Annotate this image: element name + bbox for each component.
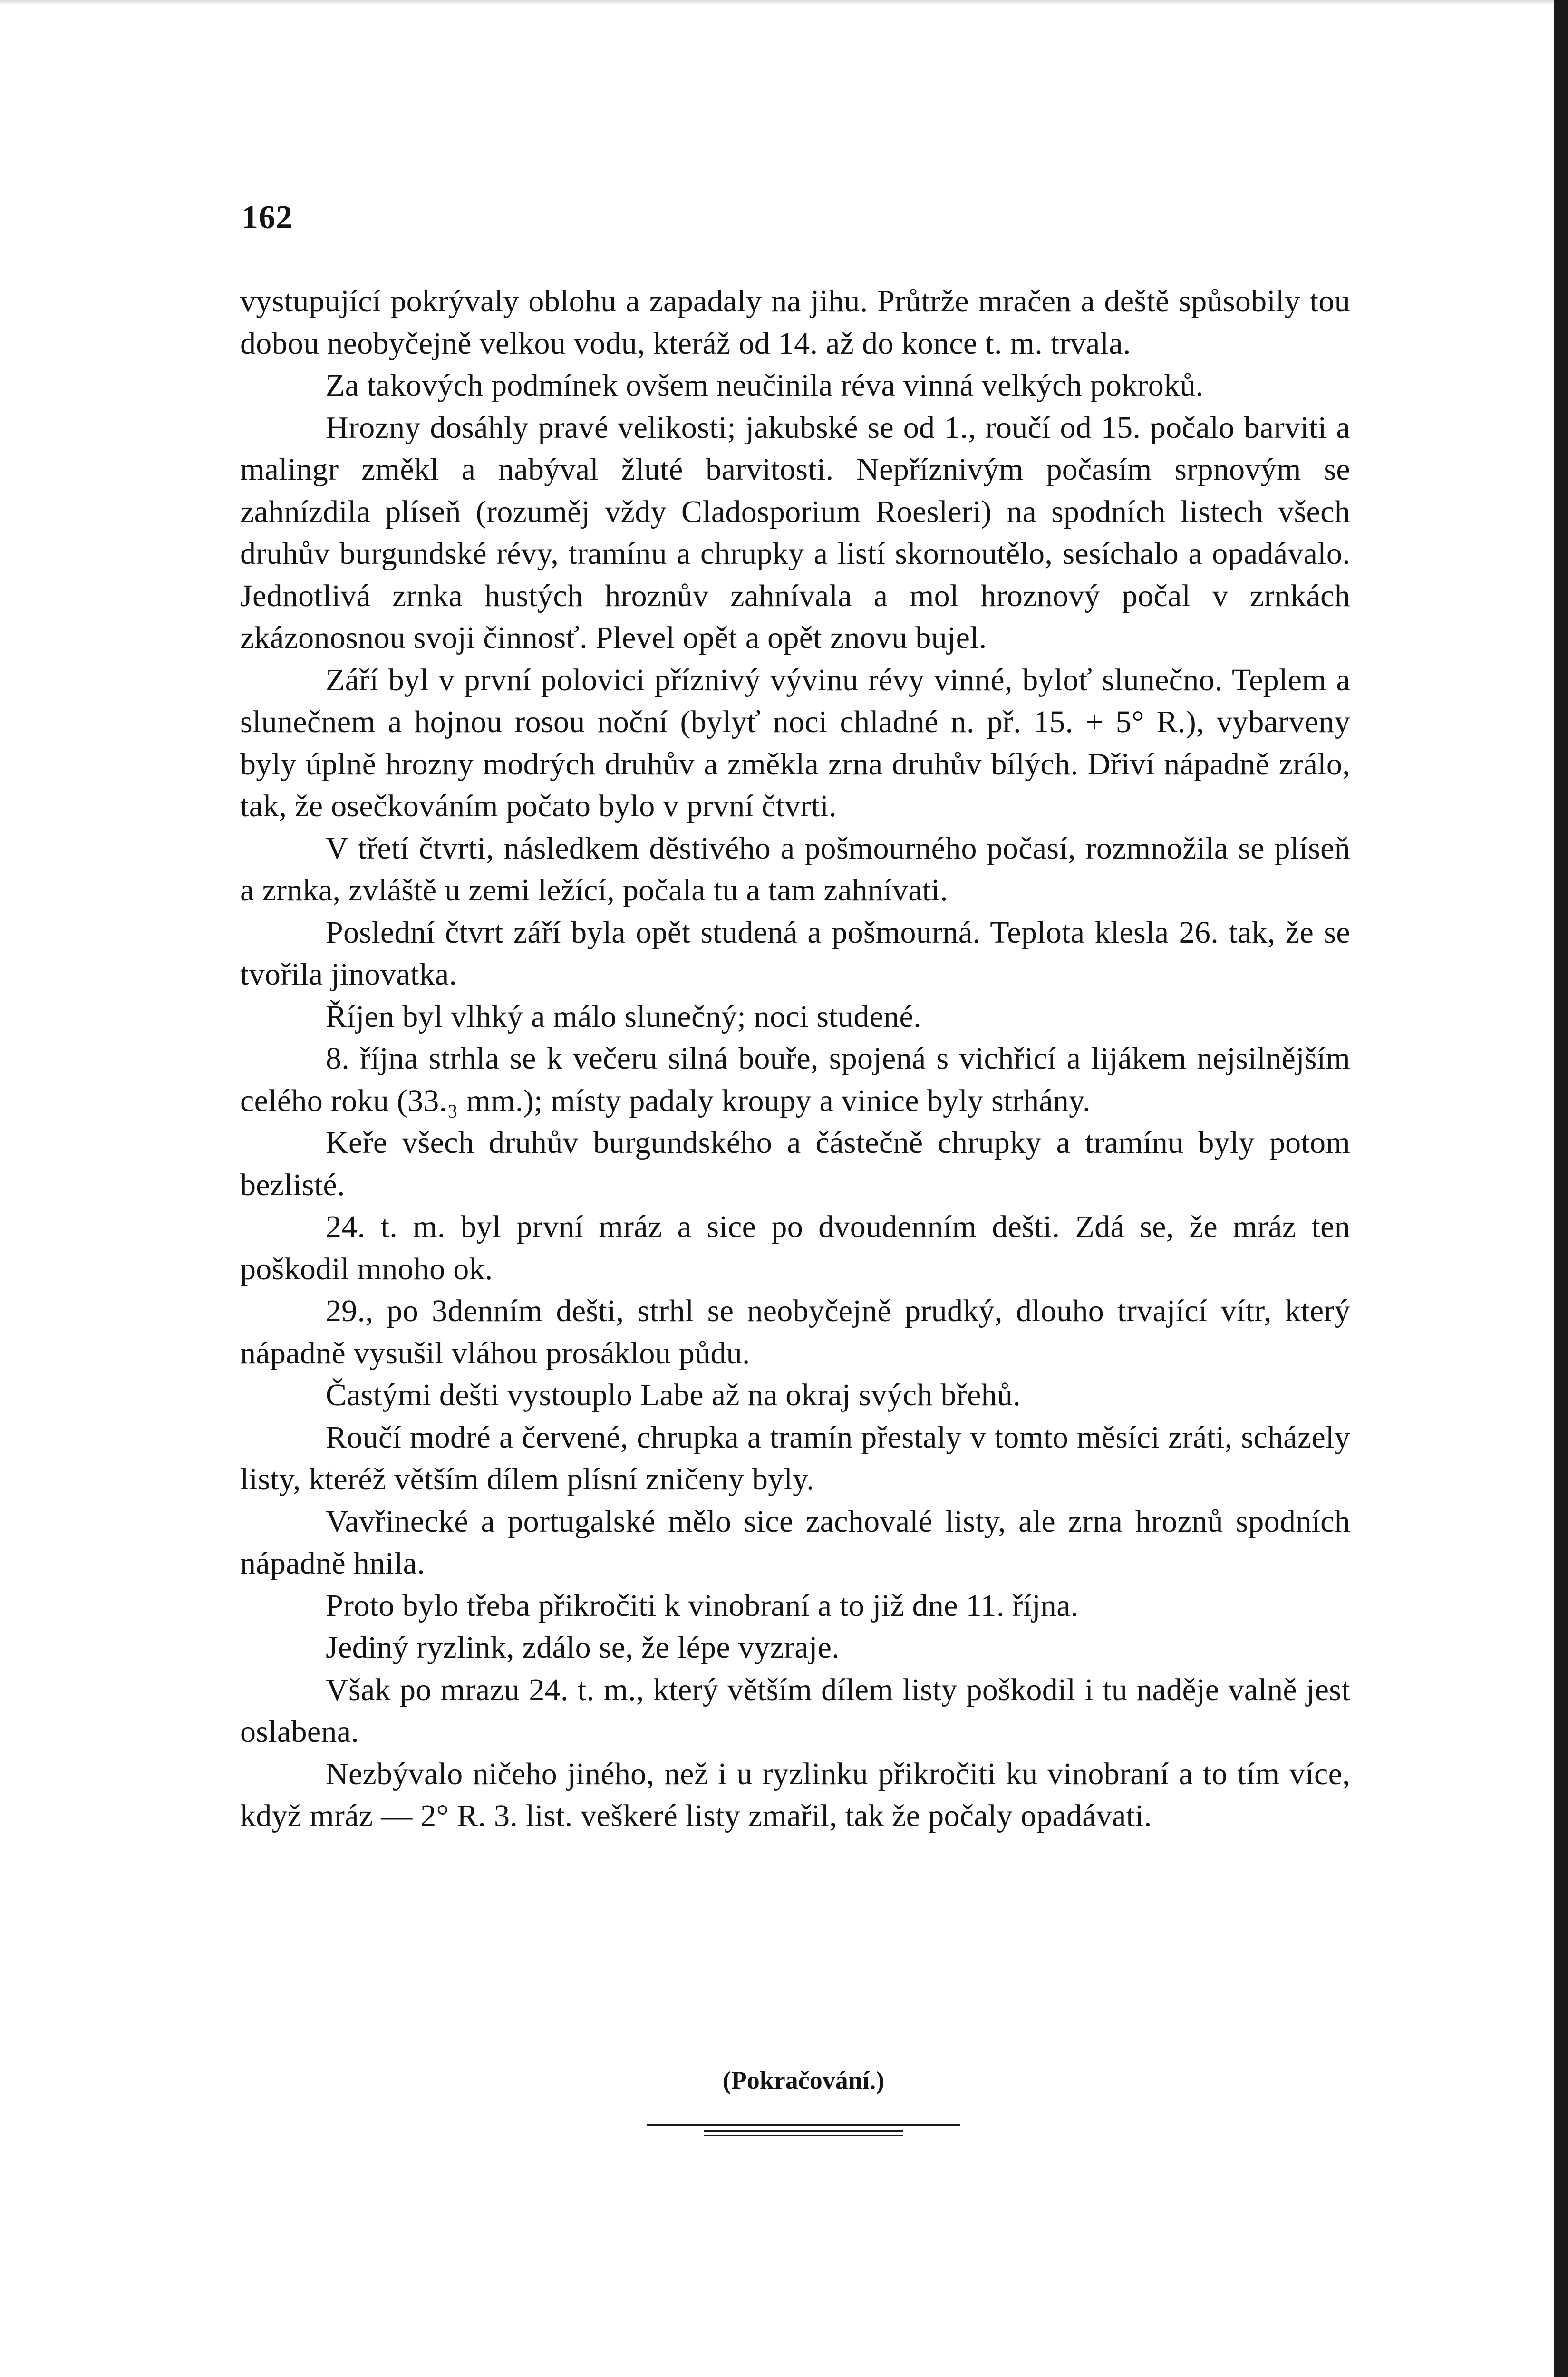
scan-top-edge (0, 0, 1568, 5)
paragraph: Poslední čtvrt září byla opět studená a pošmourná. Teplota klesla 26. tak, že se tvořila jinovatka. (240, 915, 1350, 992)
paragraph: Roučí modré a červené, chrupka a tramín přestaly v tomto měsíci zráti, scházely listy, kteréž větším dílem plísní zničeny byly. (240, 1420, 1350, 1497)
paragraph: Nezbývalo ničeho jiného, než i u ryzlinku přikročiti ku vinobraní a to tím více, když mráz — 2° R. 3. list. veškeré listy zmařil, tak že počaly opadávati. (240, 1756, 1350, 1833)
ornament-rule-middle (704, 2130, 903, 2132)
paragraph-continuation: vystupující pokrývaly oblohu a zapadaly na jihu. Průtrže mračen a deště spůsobily tou dobou neobyčejně velkou vodu, kteráž od 14. až do konce t. m. trvala. (240, 284, 1350, 361)
paragraph: 29., po 3denním dešti, strhl se neobyčejně prudký, dlouho trvající vítr, který nápadně vysušil vláhou prosáklou půdu. (240, 1294, 1350, 1371)
paragraph: Hrozny dosáhly pravé velikosti; jakubské se od 1., roučí od 15. počalo barviti a malingr změkl a nabýval žluté barvitosti. Nepříznivým počasím srpnovým se zahnízdila plíseň (rozuměj vždy Cladosporium Roesleri) na spodních listech všech druhův burgundské révy, tramínu a chrupky a listí skornoutělo, sesíchalo a opadávalo. Jednotlivá zrnka hustých hroznův zahnívala a mol hroznový počal v zrnkách zkázonosnou svoji činnosť. Plevel opět a opět znovu bujel. (240, 410, 1350, 655)
paragraph: Proto bylo třeba přikročiti k vinobraní a to již dne 11. října. (326, 1588, 1079, 1623)
closing-rule-ornament (647, 2124, 960, 2143)
scan-right-edge (1554, 0, 1568, 2377)
paragraph: Keře všech druhův burgundského a částečně chrupky a tramínu byly potom bezlisté. (240, 1125, 1350, 1202)
paragraph: Vavřinecké a portugalské mělo sice zachovalé listy, ale zrna hroznů spodních nápadně hnila. (240, 1504, 1350, 1581)
paragraph: Za takových podmínek ovšem neučinila réva vinná velkých pokroků. (326, 368, 1204, 403)
paragraph: Září byl v první polovici příznivý vývinu révy vinné, byloť slunečno. Teplem a slunečnem a hojnou rosou noční (bylyť noci chladné n. př. 15. + 5° R.), vybarveny byly úplně hrozny modrých druhův a změkla zrna druhův bílých. Dřiví nápadně zrálo, tak, že osečkováním počato bylo v první čtvrti. (240, 662, 1350, 823)
ornament-rule-bottom (704, 2135, 903, 2136)
paragraph: Však po mrazu 24. t. m., který větším dílem listy poškodil i tu naděje valně jest oslabena. (240, 1672, 1350, 1749)
paragraph: Častými dešti vystouplo Labe až na okraj svých břehů. (326, 1378, 1021, 1412)
continued-note: (Pokračování.) (722, 2066, 885, 2095)
paragraph: Říjen byl vlhký a málo slunečný; noci studené. (326, 999, 921, 1034)
body-text (240, 280, 1350, 1837)
paragraph: 8. října strhla se k večeru silná bouře, spojená s vichřicí a lijákem nejsilnějším celého roku (33.₃ mm.); místy padaly kroupy a vinice byly strhány. (240, 1041, 1350, 1118)
ornament-rule-top (647, 2124, 960, 2126)
paragraph: Jediný ryzlink, zdálo se, že lépe vyzraje. (326, 1630, 840, 1665)
paragraph: V třetí čtvrti, následkem děstivého a pošmourného počasí, rozmnožila se plíseň a zrnka, zvláště u zemi ležící, počala tu a tam zahnívati. (240, 831, 1350, 908)
page-number: 162 (242, 199, 293, 236)
paragraph: 24. t. m. byl první mráz a sice po dvoudenním dešti. Zdá se, že mráz ten poškodil mnoho ok. (240, 1209, 1350, 1286)
